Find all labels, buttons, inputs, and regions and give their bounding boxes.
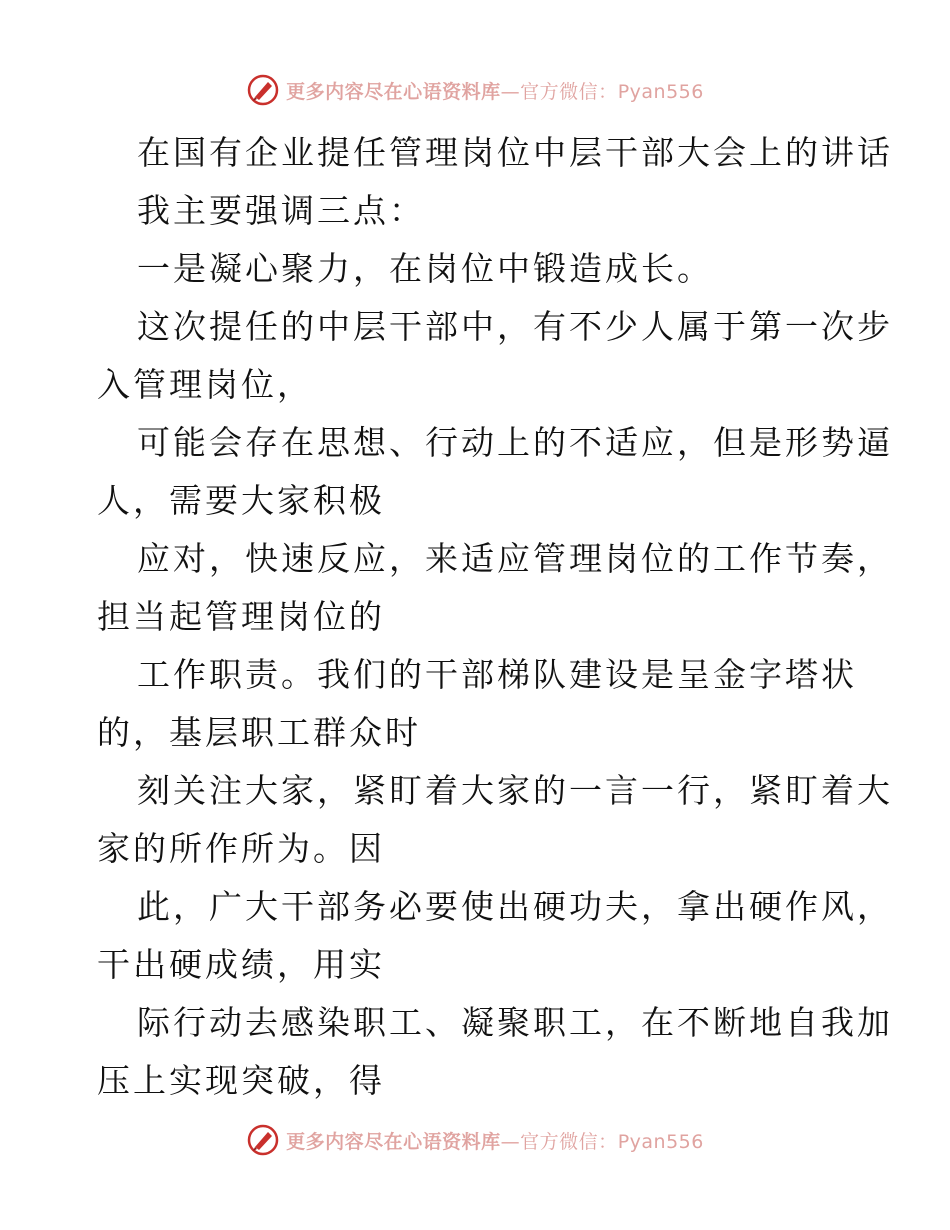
- text-line: 担当起管理岗位的: [97, 597, 385, 636]
- text-line: 应对，快速反应，来适应管理岗位的工作节奏，: [137, 539, 893, 578]
- text-line: 入管理岗位，: [97, 365, 313, 404]
- text-line: 我主要强调三点：: [137, 191, 425, 230]
- document-title: 在国有企业提任管理岗位中层干部大会上的讲话: [137, 133, 893, 172]
- text-line: 刻关注大家，紧盯着大家的一言一行，紧盯着大: [137, 771, 893, 810]
- text-line: 家的所作所为。因: [97, 829, 385, 868]
- text-line: 此，广大干部务必要使出硬功夫，拿出硬作风，: [137, 887, 893, 926]
- text-line: 工作职责。我们的干部梯队建设是呈金字塔状: [137, 655, 857, 694]
- document-text: [97, 182, 893, 1110]
- pen-nib-logo-icon: [246, 1123, 280, 1157]
- text-line: 的，基层职工群众时: [97, 713, 421, 752]
- text-line: 干出硬成绩，用实: [97, 945, 385, 984]
- header-watermark: [0, 70, 950, 110]
- text-line: 可能会存在思想、行动上的不适应，但是形势逼: [137, 423, 893, 462]
- text-line: 人，需要大家积极: [97, 481, 385, 520]
- pen-nib-logo-icon: [246, 73, 280, 107]
- text-line: 际行动去感染职工、凝聚职工，在不断地自我加: [137, 1003, 893, 1042]
- text-line: 这次提任的中层干部中，有不少人属于第一次步: [137, 307, 893, 346]
- watermark-text: 更多内容尽在心语资料库—官方微信：Pyan556: [286, 80, 704, 103]
- text-line: 一是凝心聚力，在岗位中锻造成长。: [137, 249, 713, 288]
- text-line: 压上实现突破，得: [97, 1061, 385, 1100]
- watermark-text: 更多内容尽在心语资料库—官方微信：Pyan556: [286, 1130, 704, 1153]
- document-body: [97, 124, 893, 1110]
- footer-watermark: [0, 1120, 950, 1160]
